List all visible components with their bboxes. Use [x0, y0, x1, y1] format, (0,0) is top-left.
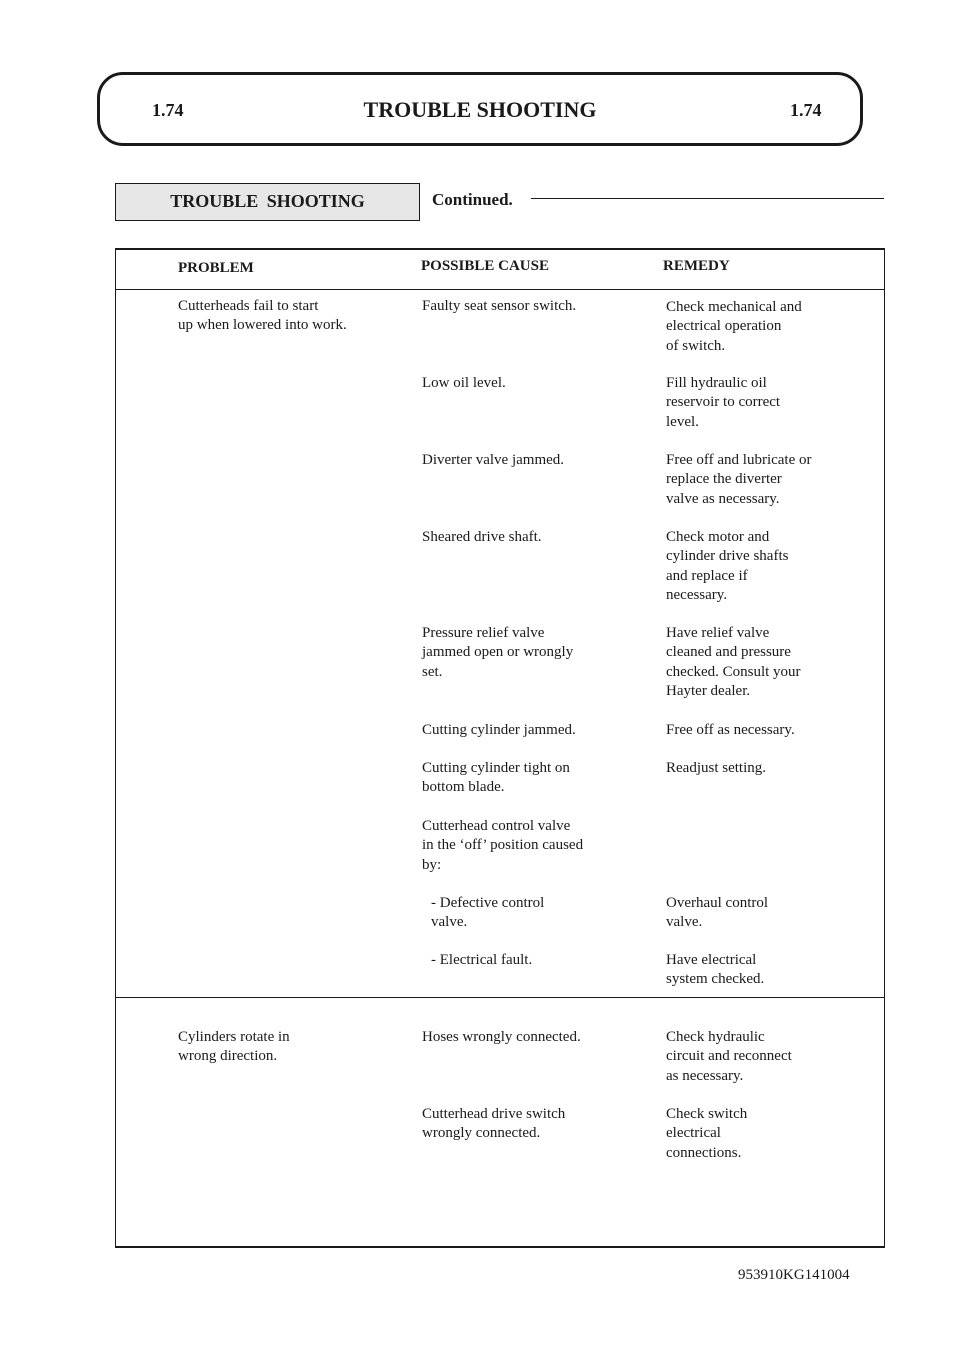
- group-divider: [115, 997, 885, 998]
- cause-cell: Pressure relief valve jammed open or wrongly set.: [422, 625, 574, 680]
- cause-cell: Cutterhead control valve in the ‘off’ position caused by:: [422, 818, 584, 873]
- section-number-left: 1.74: [152, 100, 184, 120]
- cause-cell: Faulty seat sensor switch.: [422, 298, 577, 314]
- remedy-cell: Free off as necessary.: [666, 722, 795, 738]
- column-header-remedy: REMEDY: [663, 258, 730, 274]
- sub-cause-cell: - Defective control valve.: [431, 895, 545, 931]
- header-divider: [115, 289, 885, 290]
- cause-cell: Diverter valve jammed.: [422, 452, 565, 468]
- remedy-cell: Have electrical system checked.: [666, 952, 765, 988]
- cause-cell: Cutterhead drive switch wrongly connected.: [422, 1106, 566, 1142]
- remedy-cell: Readjust setting.: [666, 760, 766, 776]
- section-number-right: 1.74: [790, 100, 822, 120]
- column-header-problem: PROBLEM: [178, 260, 254, 276]
- remedy-cell: Check mechanical and electrical operation of switch.: [666, 299, 802, 354]
- remedy-cell: Check motor and cylinder drive shafts and replace if necessary.: [666, 529, 789, 604]
- sub-cause-cell: - Electrical fault.: [431, 952, 533, 968]
- remedy-cell: Fill hydraulic oil reservoir to correct level.: [666, 375, 781, 430]
- continued-label: Continued.: [432, 190, 513, 209]
- remedy-cell: Check hydraulic circuit and reconnect as necessary.: [666, 1029, 792, 1084]
- page-title: TROUBLE SHOOTING: [363, 97, 597, 122]
- remedy-cell: Overhaul control valve.: [666, 895, 769, 931]
- cause-cell: Low oil level.: [422, 375, 506, 391]
- column-header-cause: POSSIBLE CAUSE: [421, 258, 549, 274]
- cause-cell: Cutting cylinder tight on bottom blade.: [422, 760, 570, 796]
- cause-cell: Hoses wrongly connected.: [422, 1029, 581, 1045]
- remedy-cell: Check switch electrical connections.: [666, 1106, 748, 1161]
- document-code: 953910KG141004: [738, 1267, 850, 1283]
- remedy-cell: Free off and lubricate or replace the diverter valve as necessary.: [666, 452, 812, 507]
- section-label: TROUBLE SHOOTING: [115, 183, 420, 221]
- remedy-cell: Have relief valve cleaned and pressure checked. Consult your Hayter dealer.: [666, 625, 801, 700]
- problem-cell: Cylinders rotate in wrong direction.: [178, 1029, 290, 1065]
- problem-cell: Cutterheads fail to start up when lowered into work.: [178, 298, 347, 334]
- cause-cell: Sheared drive shaft.: [422, 529, 542, 545]
- continued-rule: [531, 198, 884, 199]
- cause-cell: Cutting cylinder jammed.: [422, 722, 576, 738]
